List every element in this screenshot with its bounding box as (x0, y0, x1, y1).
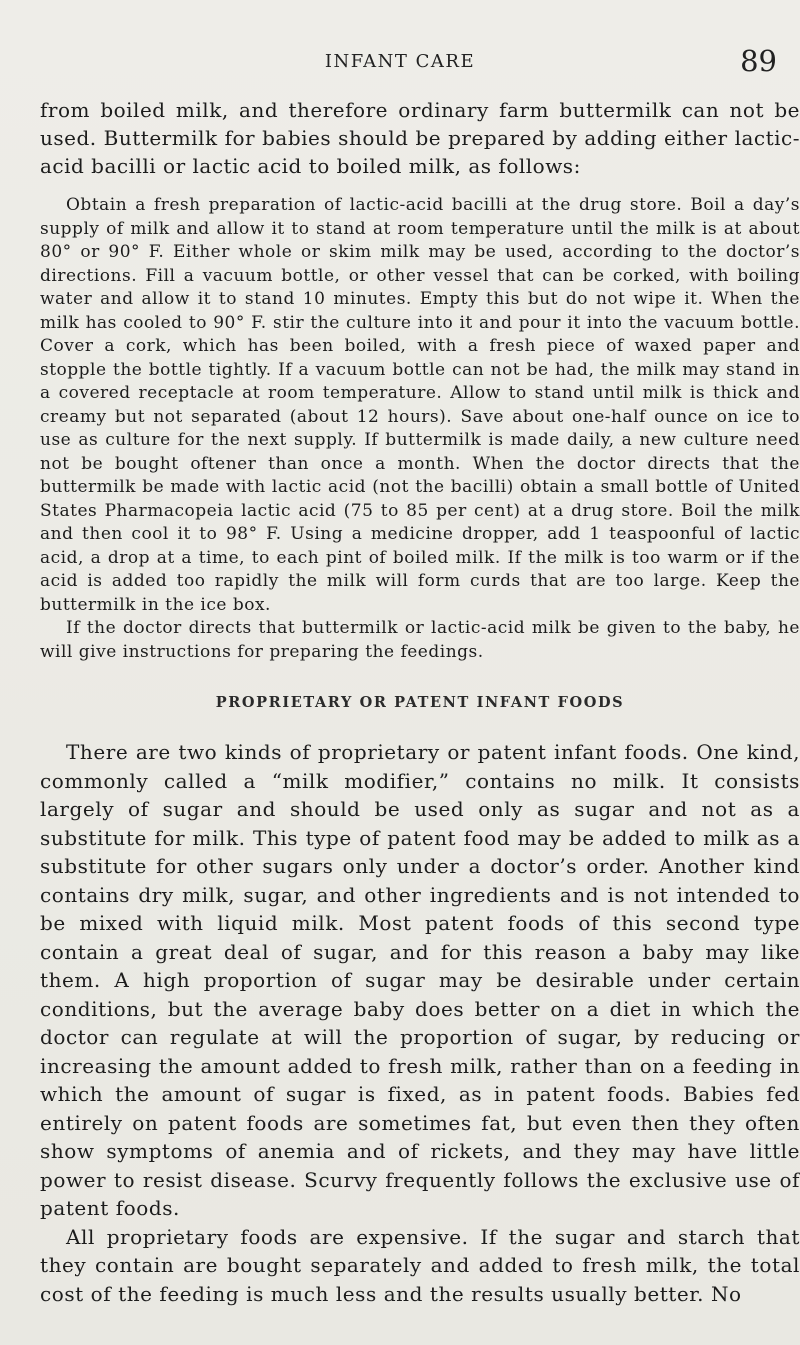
buttermilk-instructions-paragraph: Obtain a fresh preparation of lactic-acid bacilli at the drug store. Boil a day’s supply of milk and allow it to stand at room temperature until the milk is at about 80° or 90° F. Either whole or skim milk may be used, according to the doctor’s directions. Fill a vacuum bottle, or other vessel that can be corked, with boiling water and allow it to stand 10 minutes. Empty this but do not wipe it. When the milk has cooled to 90° F. stir the culture into it and pour it into the vacuum bottle. Cover a cork, which has been boiled, with a fresh piece of waxed paper and stopple the bottle tightly. If a vacuum bottle can not be had, the milk may stand in a covered receptacle at room temperature. Allow to stand until milk is thick and creamy but not separated (about 12 hours). Save about one-half ounce on ice to use as culture for the next supply. If buttermilk is made daily, a new culture need not be bought oftener than once a month. When the doctor directs that the buttermilk be made with lactic acid (not the bacilli) obtain a small bottle of United States Pharmacopeia lactic acid (75 to 85 per cent) at a drug store. Boil the milk and then cool it to 98° F. Using a medicine dropper, add 1 teaspoonful of lactic acid, a drop at a time, to each pint of boiled milk. If the milk is too warm or if the acid is added too rapidly the milk will form curds that are too large. Keep the buttermilk in the ice box. (40, 195, 800, 615)
page-body (40, 96, 800, 1308)
doctor-note-paragraph: If the doctor directs that buttermilk or lactic-acid milk be given to the baby, he will give instructions for preparing the feedings. (40, 618, 800, 662)
continuation-paragraph: from boiled milk, and therefore ordinary farm buttermilk can not be used. Buttermilk for babies should be prepared by adding either lactic-acid bacilli or lactic acid to boiled milk, as follows: (40, 98, 800, 178)
patent-foods-paragraph: There are two kinds of proprietary or patent infant foods. One kind, commonly called a “milk modifier,” contains no milk. It consists largely of sugar and should be used only as sugar and not as a substitute for milk. This type of patent food may be added to milk as a substitute for other sugars only under a doctor’s order. Another kind contains dry milk, sugar, and other ingredients and is not intended to be mixed with liquid milk. Most patent foods of this second type contain a great deal of sugar, and for this reason a baby may like them. A high proportion of sugar may be desirable under certain conditions, but the average baby does better on a diet in which the doctor can regulate at will the proportion of sugar, by reducing or increasing the amount added to fresh milk, rather than on a feeding in which the amount of sugar is fixed, as in patent foods. Babies fed entirely on patent foods are sometimes fat, but even then they often show symptoms of anemia and of rickets, and they may have little power to resist disease. Scurvy frequently follows the exclusive use of patent foods. (40, 740, 800, 1220)
page-number: 89 (740, 44, 777, 78)
running-title: INFANT CARE (324, 51, 476, 72)
page-header (0, 44, 800, 84)
section-heading: PROPRIETARY OR PATENT INFANT FOODS (215, 694, 625, 711)
proprietary-cost-paragraph: All proprietary foods are expensive. If the sugar and starch that they contain are bought separately and added to fresh milk, the total cost of the feeding is much less and the results usually better. No (40, 1224, 800, 1306)
